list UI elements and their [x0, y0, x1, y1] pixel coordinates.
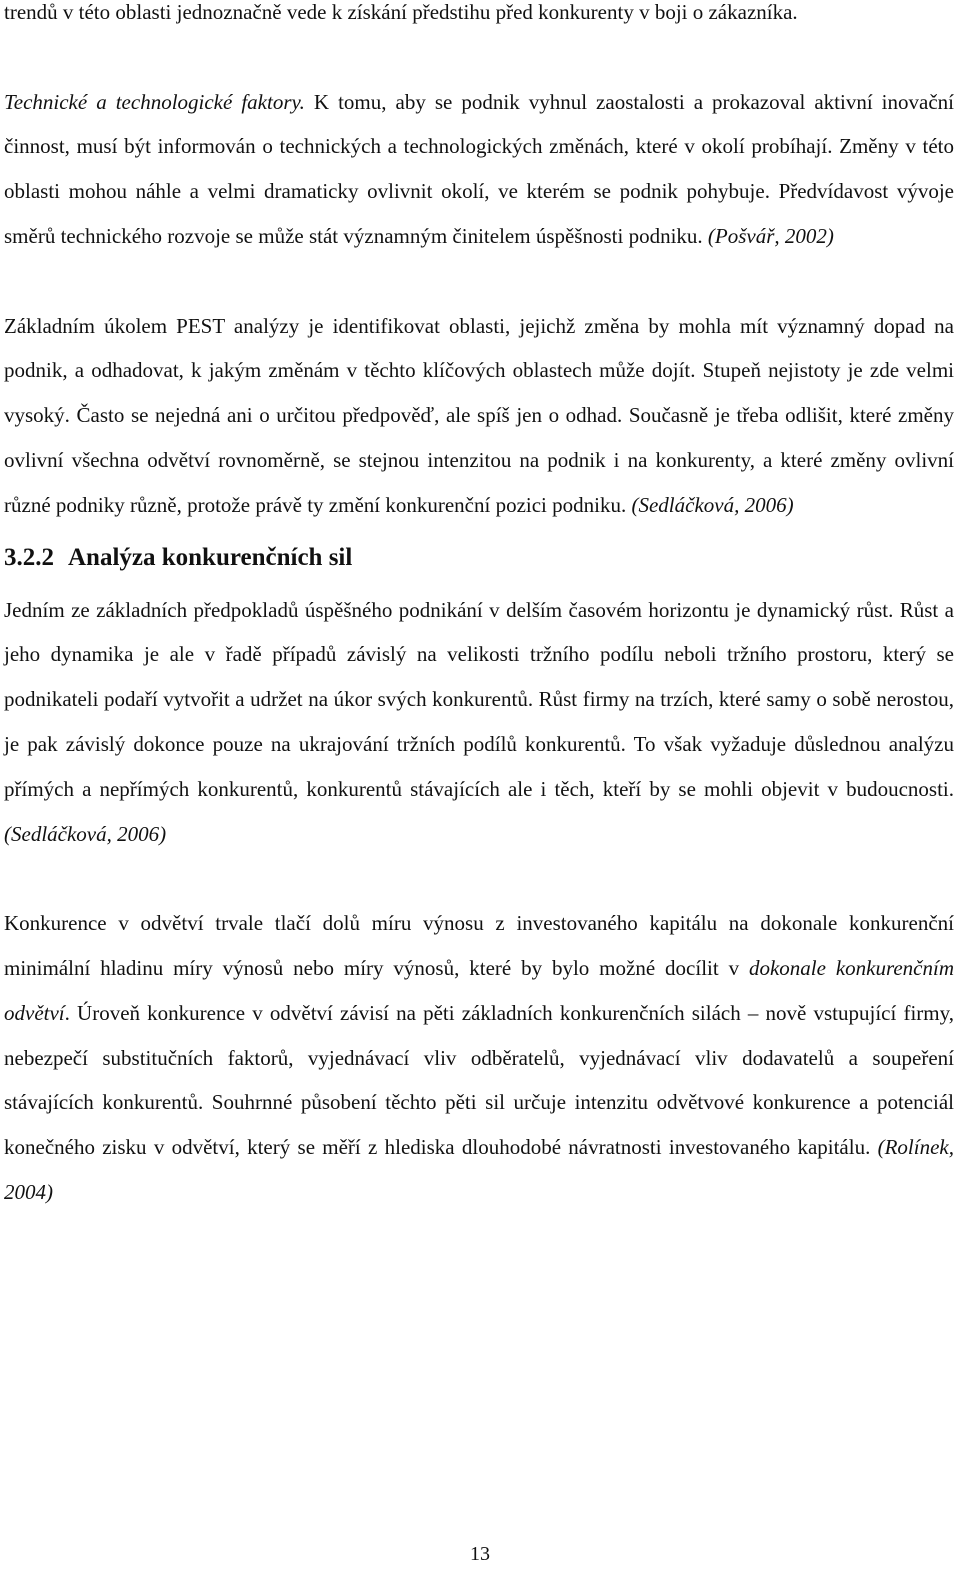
section-title: Analýza konkurenčních sil — [68, 543, 353, 571]
citation: (Sedláčková, 2006) — [631, 492, 794, 517]
citation: (Rolínek, 2004) — [4, 1135, 954, 1204]
paragraph-text: . Úroveň konkurence v odvětví závisí na pěti základních konkurenčních silách – nově vstupující firmy, nebezpečí substitučních faktorů, vyjednávací vliv odběratelů, vyjednávací vliv dodavatelů a soupeření stávajících konkurentů. Souhrnné působení těchto pěti sil určuje intenzitu odvětvové konkurence a potenciál konečného zisku v odvětví, který se měří z hlediska dlouhodobé návratnosti investovaného kapitálu. — [4, 1000, 954, 1160]
citation: (Sedláčková, 2006) — [4, 821, 167, 846]
paragraph-spacer — [4, 856, 954, 901]
paragraph-lead: Technické a technologické faktory. — [4, 89, 305, 114]
paragraph-text: trendů v této oblasti jednoznačně vede k získání předstihu před konkurenty v boji o zákazníka. — [4, 0, 798, 24]
paragraph-text: Konkurence v odvětví trvale tlačí dolů míru výnosu z investovaného kapitálu na dokonale konkurenční minimální hladinu míry výnosů nebo míry výnosů, které by bylo možné docílit v — [4, 911, 954, 980]
paragraph-spacer — [4, 259, 954, 304]
paragraph-continuation — [4, 0, 954, 35]
emphasis-text: dokonale konkurenčním odvětví — [4, 955, 955, 1025]
paragraph-technical-factors — [4, 80, 954, 259]
section-number: 3.2.2 — [4, 543, 54, 571]
paragraph-pest-analysis — [4, 304, 954, 528]
document-page — [4, 0, 954, 1215]
paragraph-text: K tomu, aby se podnik vyhnul zaostalosti a prokazoval aktivní inovační činnost, musí být informován o technických a technologických změnách, které v okolí probíhají. Změny v této oblasti mohou náhle a velmi dramaticky ovlivnit okolí, ve kterém se podnik pohybuje. Předvídavost vývoje směrů technického rozvoje se může stát významným činitelem úspěšnosti podniku. — [4, 89, 954, 248]
paragraph-text: Jedním ze základních předpokladů úspěšného podnikání v delším časovém horizontu je dynamický růst. Růst a jeho dynamika je ale v řadě případů závislý na velikosti tržního podílu neboli tržního prostoru, který se podnikateli podaří vytvořit a udržet na úkor svých konkurentů. Růst firmy na trzích, které samy o sobě nerostou, je pak závislý dokonce pouze na ukrajování tržních podílů konkurentů. To však vyžaduje důslednou analýzu přímých a nepřímých konkurentů, konkurentů stávajících ale i těch, kteří by se mohli objevit v budoucnosti. — [4, 597, 954, 801]
paragraph-competition-growth — [4, 588, 954, 857]
section-heading — [4, 528, 954, 588]
paragraph-spacer — [4, 35, 954, 80]
paragraph-text: Základním úkolem PEST analýzy je identifikovat oblasti, jejichž změna by mohla mít významný dopad na podnik, a odhadovat, k jakým změnám v těchto klíčových oblastech může dojít. Stupeň nejistoty je zde velmi vysoký. Často se nejedná ani o určitou předpověď, ale spíš jen o odhad. Současně je třeba odlišit, které změny ovlivní všechna odvětví rovnoměrně, se stejnou intenzitou na podnik i na konkurenty, a které změny ovlivní různé podniky různě, protože právě ty změní konkurenční pozici podniku. — [4, 313, 954, 517]
page-number: 13 — [470, 1543, 490, 1565]
paragraph-competitive-forces — [4, 901, 954, 1215]
citation: (Pošvář, 2002) — [707, 223, 834, 248]
